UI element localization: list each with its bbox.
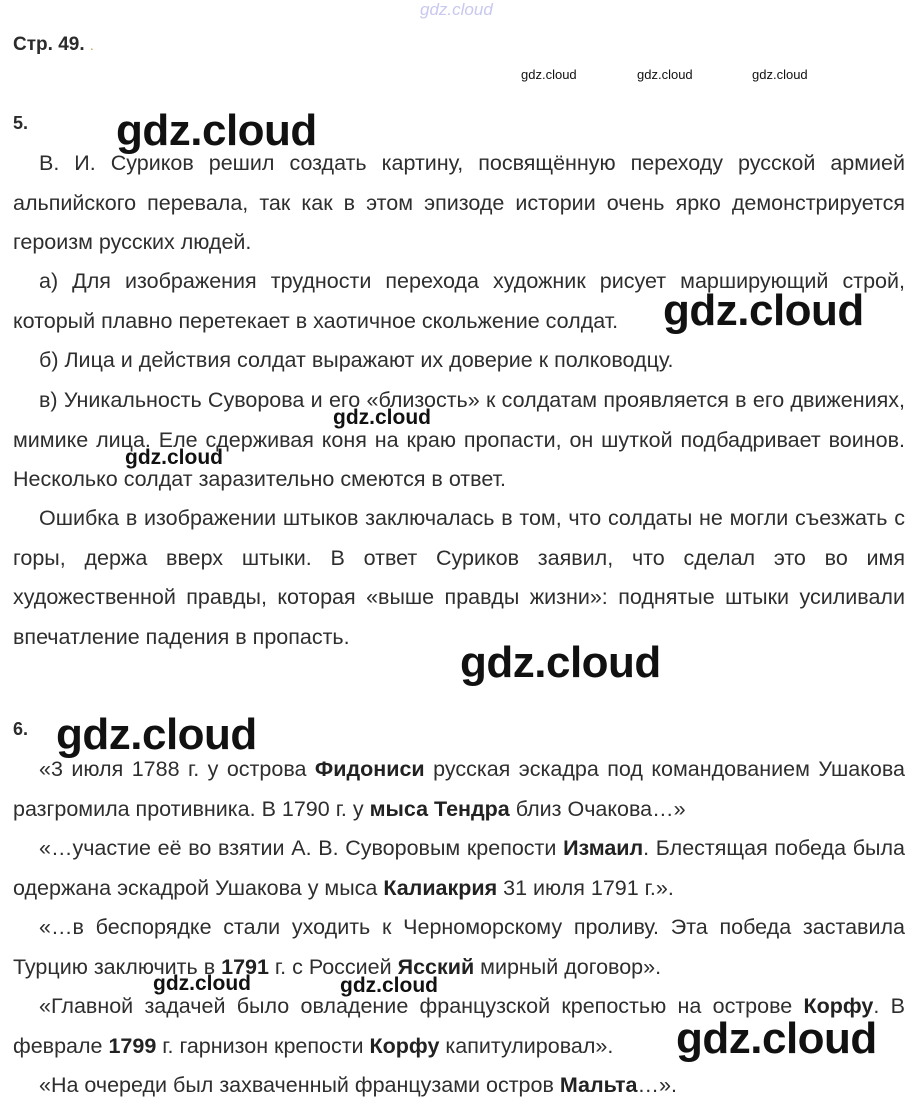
task-5-paragraph-1: В. И. Суриков решил создать картину, посвящённую переходу русской армией альпийского перевала, так как в этом эпизоде истории очень ярко демонстрируется героизм русских людей. bbox=[13, 151, 905, 254]
watermark-small-3: gdz.cloud bbox=[752, 67, 808, 82]
watermark-5: gdz.cloud bbox=[460, 638, 661, 687]
quote-4: «Главной задачей было овладение французской крепостью на острове Корфу. В феврале 1799 г. гарнизон крепости Корфу капитулировал». bbox=[13, 994, 905, 1058]
watermark-8: gdz.cloud bbox=[340, 974, 438, 997]
watermark-top: gdz.cloud bbox=[420, 0, 493, 19]
task-5-number: 5. bbox=[13, 113, 29, 133]
task-5-paragraph-4: в) Уникальность Суворова и его «близость» к солдатам проявляется в его движениях, мимике лица. Еле сдерживая коня на краю пропасти, он шуткой подбадривает воинов. Несколько солдат заразительно смеются в ответ. bbox=[13, 388, 905, 491]
watermark-9: gdz.cloud bbox=[676, 1014, 877, 1063]
watermark-small-2: gdz.cloud bbox=[637, 67, 693, 82]
watermark-3: gdz.cloud bbox=[333, 406, 431, 429]
quote-5: «На очереди был захваченный французами остров Мальта…». bbox=[39, 1073, 677, 1097]
watermark-4: gdz.cloud bbox=[125, 446, 223, 469]
watermark-1: gdz.cloud bbox=[116, 106, 317, 155]
quote-2: «…участие её во взятии А. В. Суворовым крепости Измаил. Блестящая победа была одержана эскадрой Ушакова у мыса Калиакрия 31 июля 1791 г.». bbox=[13, 836, 905, 900]
task-5-paragraph-2: а) Для изображения трудности перехода художник рисует марширующий строй, который плавно перетекает в хаотичное скольжение солдат. bbox=[13, 269, 905, 333]
watermark-2: gdz.cloud bbox=[663, 286, 864, 335]
quote-1: «3 июля 1788 г. у острова Фидониси русская эскадра под командованием Ушакова разгромила противника. В 1790 г. у мыса Тендра близ Очакова…» bbox=[13, 757, 905, 821]
watermark-7: gdz.cloud bbox=[153, 972, 251, 995]
watermark-small-1: gdz.cloud bbox=[521, 67, 577, 82]
task-6-number: 6. bbox=[13, 719, 29, 739]
task-5-paragraph-3: б) Лица и действия солдат выражают их доверие к полководцу. bbox=[39, 348, 674, 372]
task-5-paragraph-5: Ошибка в изображении штыков заключалась в том, что солдаты не могли съезжать с горы, держа вверх штыки. В ответ Суриков заявил, что сделал это во имя художественной правды, которая «выше правды жизни»: поднятые штыки усиливали впечатление падения в пропасть. bbox=[13, 506, 905, 649]
quote-3: «…в беспорядке стали уходить к Черноморскому проливу. Эта победа заставила Турцию заключить в 1791 г. с Россией Ясский мирный договор». bbox=[13, 915, 905, 979]
watermark-6: gdz.cloud bbox=[56, 710, 257, 759]
page-label: Стр. 49. . bbox=[13, 34, 94, 55]
